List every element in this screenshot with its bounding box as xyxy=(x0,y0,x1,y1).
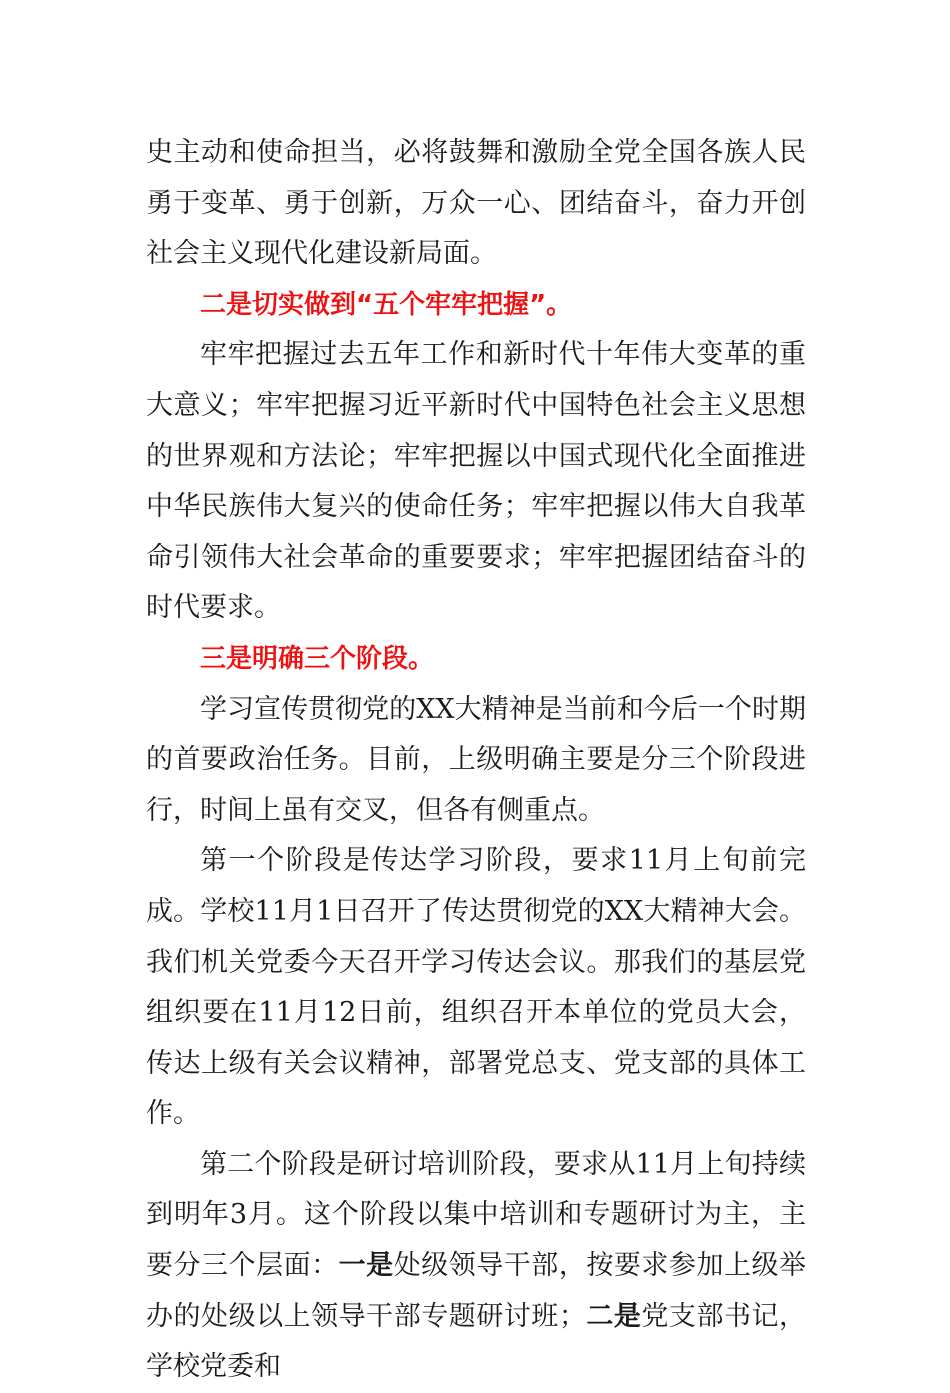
stage-two-text-c: 党支部书记，学校党委和 xyxy=(146,1300,807,1383)
paragraph-stage-one: 第一个阶段是传达学习阶段，要求11月上旬前完成。学校11月1日召开了传达贯彻党的XX大精神大会。我们机关党委今天召开学习传达会议。那我们的基层党组织要在11月12日前，组织召开本单位的党员大会，传达上级有关会议精神，部署党总支、党支部的具体工作。 xyxy=(146,845,806,1130)
stage-two-emphasis-two: 二是 xyxy=(585,1300,642,1332)
section-heading-three: 三是明确三个阶段。 xyxy=(200,643,435,674)
paragraph-five-firm-grasps: 牢牢把握过去五年工作和新时代十年伟大变革的重大意义；牢牢把握习近平新时代中国特色社会主义思想的世界观和方法论；牢牢把握以中国式现代化全面推进中华民族伟大复兴的使命任务；牢牢把握以伟大自我革命引领伟大社会革命的重要要求；牢牢把握团结奋斗的时代要求。 xyxy=(146,339,806,624)
stage-two-text-a: 第二个阶段是研讨培训阶段，要求从11月上旬持续到明年3月。这个阶段以集中培训和专题研讨为主，主要分三个层面： xyxy=(146,1148,806,1282)
paragraph-stage-two xyxy=(146,1140,806,1393)
paragraph-continuation: 史主动和使命担当，必将鼓舞和激励全党全国各族人民勇于变革、勇于创新，万众一心、团结奋斗，奋力开创社会主义现代化建设新局面。 xyxy=(146,137,806,270)
stage-two-text-b: 处级领导干部，按要求参加上级举办的处级以上领导干部专题研讨班； xyxy=(146,1250,807,1332)
section-heading-two: 二是切实做到“五个牢牢把握”。 xyxy=(200,289,573,320)
stage-two-emphasis-one: 一是 xyxy=(338,1250,394,1282)
paragraph-three-stages-intro: 学习宣传贯彻党的XX大精神是当前和今后一个时期的首要政治任务。目前，上级明确主要是分三个阶段进行，时间上虽有交叉，但各有侧重点。 xyxy=(146,693,806,826)
document-body xyxy=(146,128,806,1393)
